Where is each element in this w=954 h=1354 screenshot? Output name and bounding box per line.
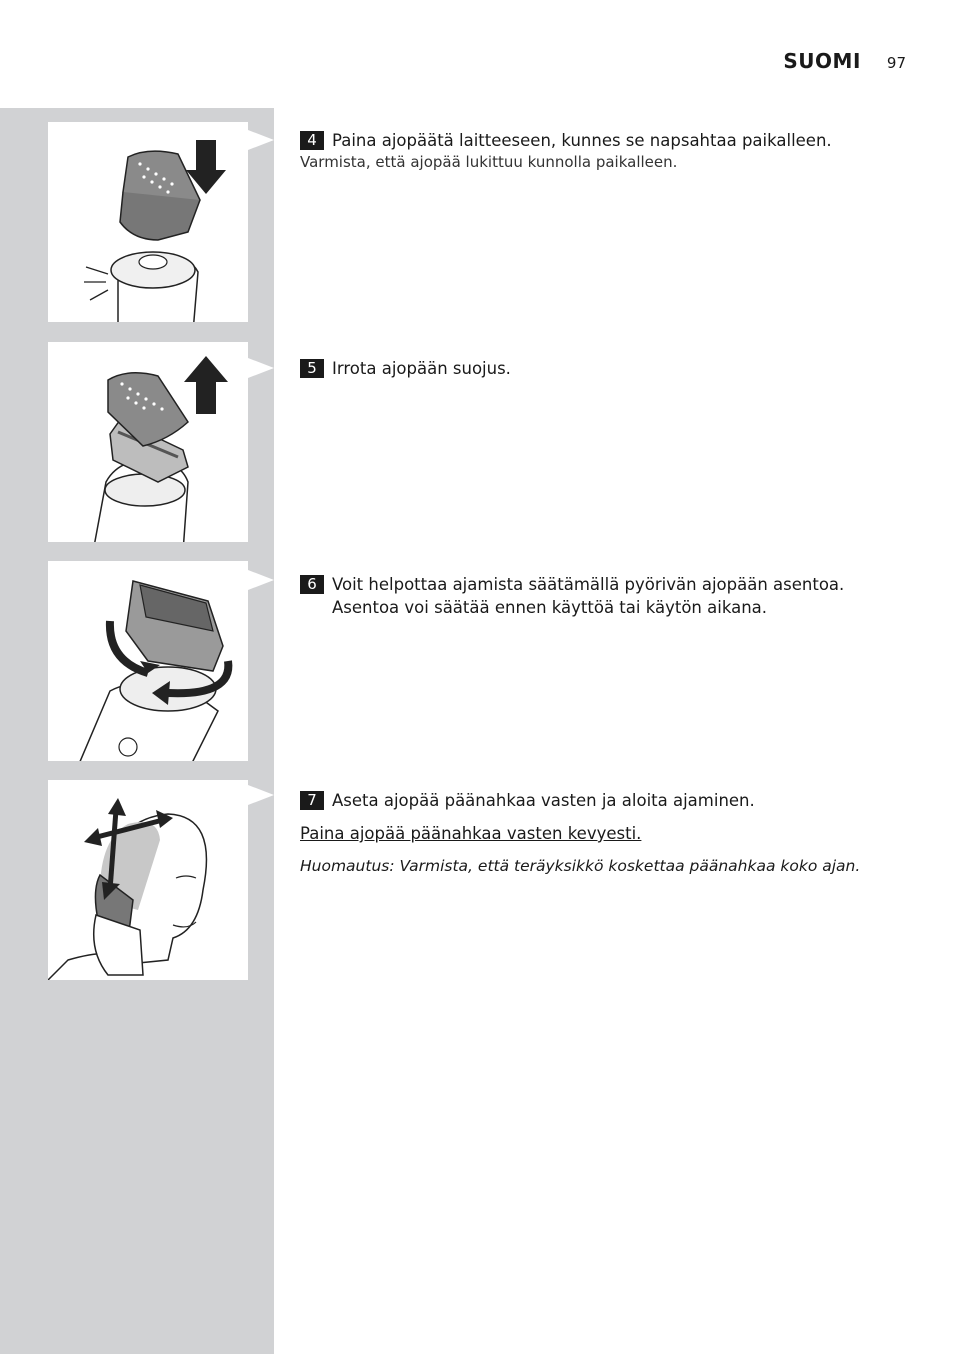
step-6 bbox=[300, 573, 910, 619]
callout-pointer bbox=[248, 130, 274, 150]
callout-pointer bbox=[248, 358, 274, 378]
illustration-shaving-head bbox=[48, 780, 248, 980]
step-subtext: Varmista, että ajopää lukittuu kunnolla paikalleen. bbox=[300, 153, 678, 171]
step-4 bbox=[300, 129, 910, 173]
step-5 bbox=[300, 357, 910, 380]
language-label: SUOMI bbox=[783, 49, 861, 73]
callout-pointer bbox=[248, 570, 274, 590]
step-7 bbox=[300, 789, 910, 878]
illustration-rotate-head bbox=[48, 561, 248, 761]
illustration-remove-cap bbox=[48, 342, 248, 542]
step-number: 5 bbox=[300, 359, 324, 378]
step-text: Irrota ajopään suojus. bbox=[332, 359, 511, 378]
step-note: Huomautus: Varmista, että teräyksikkö koskettaa päänahkaa koko ajan. bbox=[300, 857, 861, 875]
callout-pointer bbox=[248, 785, 274, 805]
step-text: Aseta ajopää päänahkaa vasten ja aloita ajaminen. bbox=[332, 791, 755, 810]
step-number: 4 bbox=[300, 131, 324, 150]
page-header bbox=[783, 49, 906, 73]
step-text: Paina ajopäätä laitteeseen, kunnes se napsahtaa paikalleen. bbox=[332, 131, 832, 150]
step-number: 6 bbox=[300, 575, 324, 594]
step-number: 7 bbox=[300, 791, 324, 810]
step-tip: Paina ajopää päänahkaa vasten kevyesti. bbox=[300, 824, 642, 843]
page-number: 97 bbox=[886, 54, 906, 72]
step-text: Voit helpottaa ajamista säätämällä pyörivän ajopään asentoa. Asentoa voi säätää ennen käyttöä tai käytön aikana. bbox=[332, 575, 845, 617]
illustration-attach-head bbox=[48, 122, 248, 322]
